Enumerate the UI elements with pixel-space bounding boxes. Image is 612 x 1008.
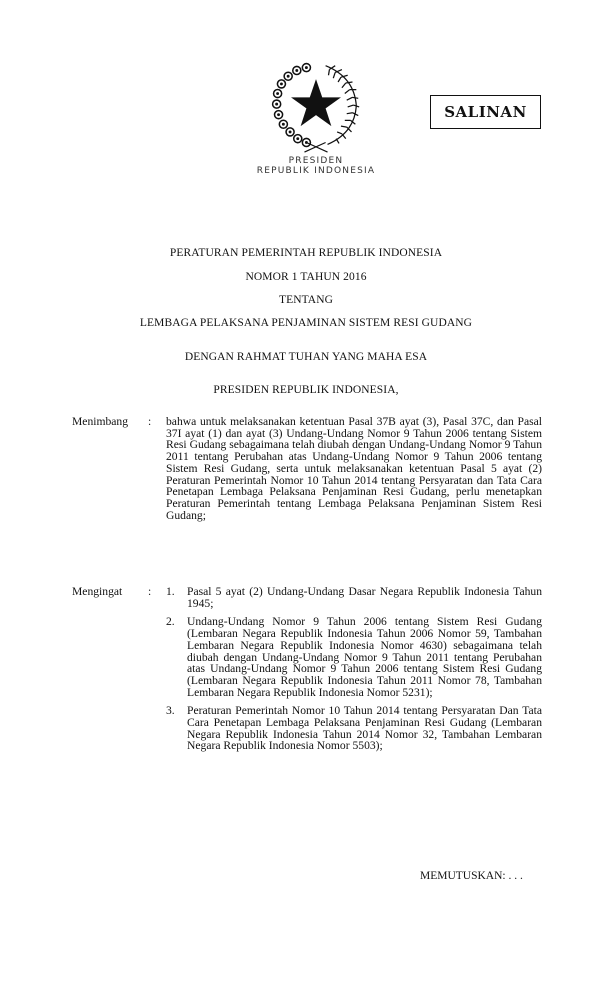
regulation-type-title: PERATURAN PEMERINTAH REPUBLIK INDONESIA [169,247,443,259]
mengingat-label: Mengingat [72,585,123,598]
mengingat-colon: : [148,585,152,598]
mengingat-list [166,586,542,759]
list-item-number: 1. [166,585,175,598]
menimbang-label: Menimbang [72,415,129,428]
presidential-emblem-icon [268,58,364,154]
list-item-text: Undang-Undang Nomor 9 Tahun 2006 tentang Sistem Resi Gudang (Lembaran Negara Republik Indonesia Tahun 2006 Nomor 59, Tambahan Lembaran Negara Republik Indonesia Nomor 4630) sebagaimana telah diubah dengan Undang-Undang Nomor 9 Tahun 2011 tentang Perubahan atas Undang-Undang Nomor 9 Tahun 2006 tentang Sistem Resi Gudang (Lembaran Negara Republik Indonesia Tahun 2011 Nomor 78, Tambahan Lembaran Negara Republik Indonesia Nomor 5231); [187,615,542,699]
list-item-number: 3. [166,704,175,718]
continuation-marker: MEMUTUSKAN: . . . [420,870,523,882]
list-item [166,705,542,752]
list-item [166,586,542,609]
regulation-tentang: TENTANG [278,294,334,306]
list-item-text: Peraturan Pemerintah Nomor 10 Tahun 2014 tentang Persyaratan Dan Tata Cara Penetapan Lembaga Pelaksana Penjaminan Resi Gudang (Lembaran Negara Republik Indonesia Tahun 2014 Nomor 32, Tambahan Lembaran Negara Republik Indonesia Nomor 5503); [187,704,542,753]
regulation-number: NOMOR 1 TAHUN 2016 [245,271,367,283]
institution-line-1: PRESIDEN [288,156,344,166]
invocation: DENGAN RAHMAT TUHAN YANG MAHA ESA [184,351,428,363]
regulation-subject: LEMBAGA PELAKSANA PENJAMINAN SISTEM RESI GUDANG [139,317,473,329]
authority-line: PRESIDEN REPUBLIK INDONESIA, [213,384,399,396]
list-item-text: Pasal 5 ayat (2) Undang-Undang Dasar Negara Republik Indonesia Tahun 1945; [187,585,542,610]
salinan-stamp: SALINAN [430,95,541,129]
menimbang-colon: : [148,415,152,428]
list-item [166,616,542,698]
menimbang-text: bahwa untuk melaksanakan ketentuan Pasal 37B ayat (3), Pasal 37C, dan Pasal 37I ayat (1) dan ayat (3) Undang-Undang Nomor 9 Tahun 2006 tentang Sistem Resi Gudang sebagaimana telah diubah dengan Undang-Undang Nomor 9 Tahun 2011 tentang Perubahan atas Undang-Undang Nomor 9 Tahun 2006 tentang Sistem Resi Gudang, serta untuk melaksanakan ketentuan Pasal 5 ayat (2) Peraturan Pemerintah Nomor 10 Tahun 2014 tentang Persyaratan dan Tata Cara Penetapan Lembaga Pelaksana Penjaminan Resi Gudang, perlu menetapkan Peraturan Pemerintah tentang Lembaga Pelaksana Penjaminan Sistem Resi Gudang; [166,415,542,522]
list-item-number: 2. [166,615,175,629]
institution-line-2: REPUBLIK INDONESIA [256,166,376,176]
